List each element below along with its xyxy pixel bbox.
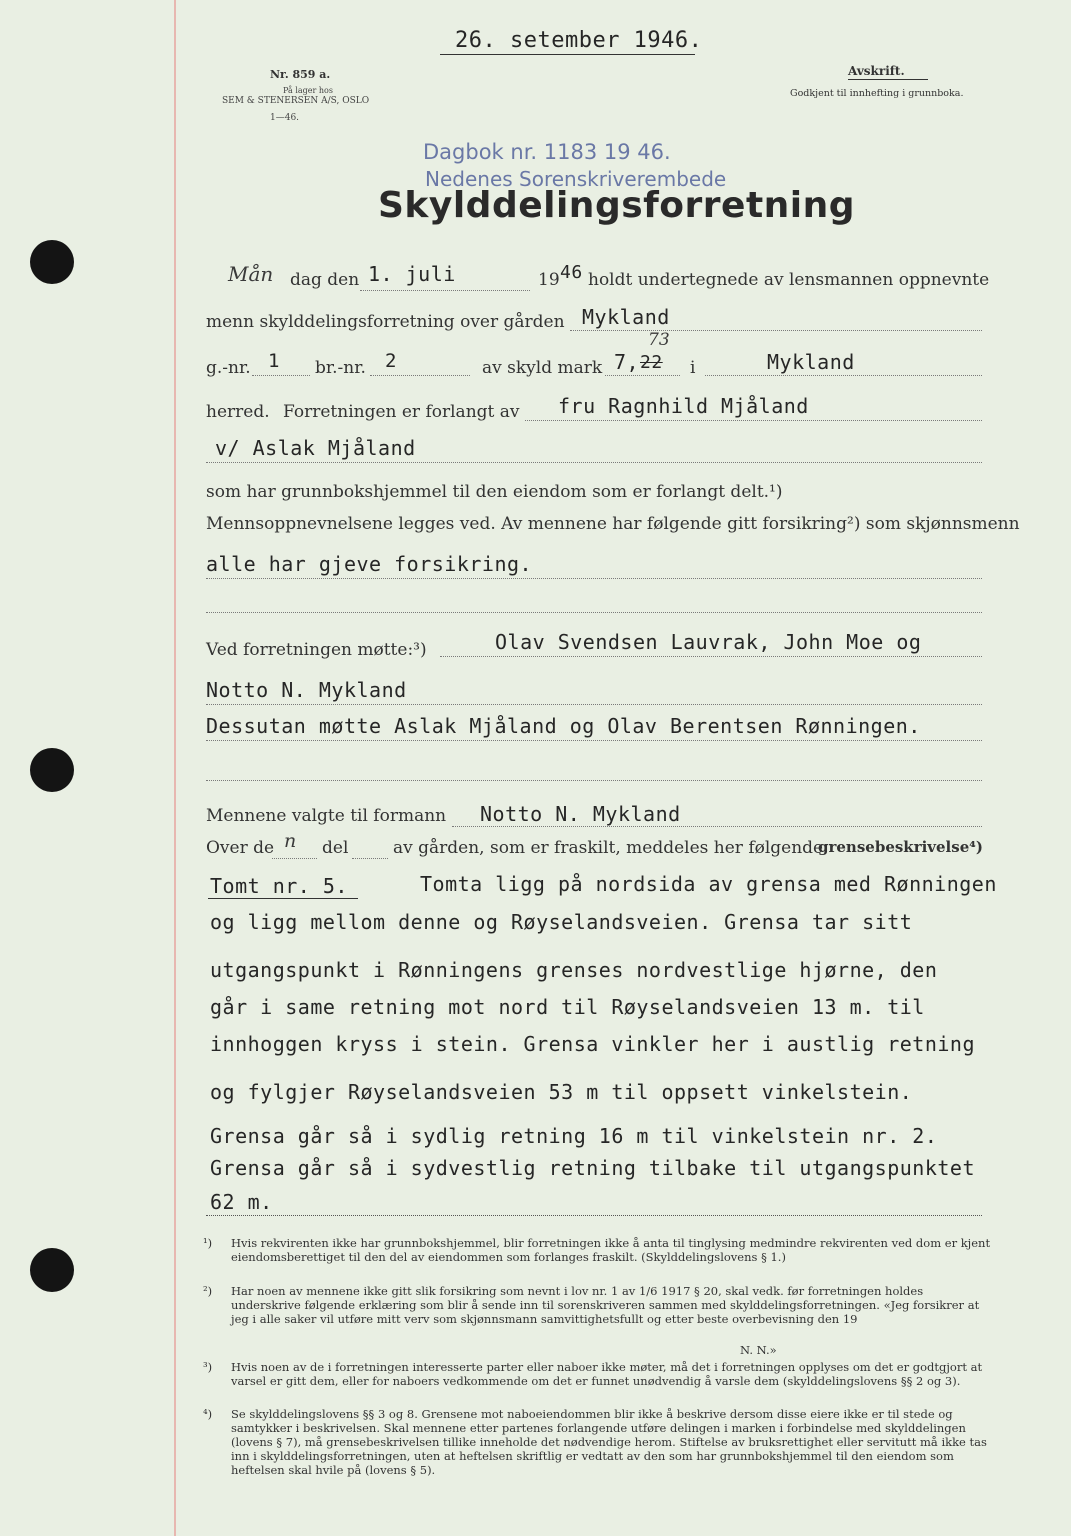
requester-agent: v/ Aslak Mjåland [215, 436, 416, 460]
chairman-name: Notto N. Mykland [480, 802, 681, 826]
footnote-3 [203, 1360, 993, 1388]
farm-name: Mykland [582, 305, 670, 329]
attendees-1: Olav Svendsen Lauvrak, John Moe og [495, 630, 922, 654]
gnr-line [252, 375, 310, 376]
footnote-number: ¹) [203, 1236, 213, 1250]
share-handwritten: n [284, 830, 297, 852]
also-present: Dessutan møtte Aslak Mjåland og Olav Berentsen Rønningen. [206, 714, 921, 738]
del-label: del [322, 838, 349, 858]
skyld-label: av skyld mark [482, 358, 603, 378]
footnote-text: Har noen av mennene ikke gitt slik forsikring som nevnt i lov nr. 1 av 1/6 1917 § 20, skal vedk. før forretningen holdes underskrive følgende erklæring som blir å sende inn til sorenskriveren sammen med skylddelingsforretningen. «Jeg forsikrer at jeg i alle saker vil utføre mitt verv som skjønnsmann samvittighetsfullt og etter beste overbevisning den 19 [231, 1284, 980, 1326]
line2-label: menn skylddelingsforretning over gården [206, 312, 565, 332]
description-line: 62 m. [210, 1190, 273, 1214]
gnr-label: g.-nr. [206, 358, 251, 378]
meeting-date: 1. juli [368, 262, 456, 286]
description-end-line [206, 1215, 982, 1216]
herred-value: Mykland [767, 350, 855, 374]
description-line: innhoggen kryss i stein. Grensa vinkler her i austlig retning [210, 1032, 976, 1056]
requested-by-label: Forretningen er forlangt av [283, 402, 520, 422]
bnr-label: br.-nr. [315, 358, 366, 378]
blank-line-2 [206, 780, 982, 781]
footnote-text: Se skylddelingslovens §§ 3 og 8. Grensene mot naboeiendommen blir ikke å beskrive dersom disse eiere ikke er til stede og samtykker i beskrivelsen. Skal mennene etter partenes forlangende utføre delingen i marken i forbindelse med skylddelingen (lovens § 7), må grensebeskrivelsen tillike inneholde det nødvendige herom. Stiftelse av bruksrettighet eller servitutt må ikke tas inn i skylddelingsforretningen, uten at heftelsen skriftlig er vedtatt av den som har grunnbokshjemmel til den eiendom som heftelsen skal hvile på (lovens § 5). [231, 1407, 987, 1477]
punch-hole [30, 748, 74, 792]
date-line [360, 290, 530, 291]
hjemmel-text: som har grunnbokshjemmel til den eiendom som er forlangt delt.¹) [206, 482, 783, 502]
punch-hole [30, 1248, 74, 1292]
herred-label: herred. [206, 402, 270, 422]
farm-line [570, 330, 982, 331]
footnote-text: Hvis rekvirenten ikke har grunnbokshjemmel, blir forretningen ikke å anta til tinglysing medmindre rekvirenten ved dom er kjent eiendomsberettiget til den del av eiendommen som forlanges fraskilt. (Skylddelingslovens § 1.) [231, 1236, 991, 1264]
avskrift-label: Avskrift. [848, 64, 905, 78]
skyld-value: 7, [614, 350, 640, 374]
footnote-1 [203, 1236, 993, 1264]
attendees-label: Ved forretningen møtte:³) [206, 640, 427, 660]
office-stamp: Nedenes Sorenskriverembede [425, 167, 727, 191]
chairman-line [452, 826, 982, 827]
attendees-line [440, 656, 982, 657]
grensebeskrivelse-label: grensebeskrivelse⁴) [818, 838, 983, 856]
description-line: Grensa går så i sydvestlig retning tilbake til utgangspunktet [210, 1156, 976, 1180]
weekday-handwritten: Mån [228, 262, 274, 286]
footnote-4 [203, 1407, 993, 1477]
skyld-line [605, 375, 680, 376]
document-date: 26. setember 1946. [455, 28, 703, 53]
attendees-line-2 [206, 704, 982, 705]
punch-hole [30, 240, 74, 284]
description-line: Tomta ligg på nordsida av grensa med Rønningen [420, 872, 997, 896]
publisher-line1: På lager hos [283, 86, 333, 95]
footnote-number: ²) [203, 1284, 213, 1298]
chairman-label: Mennene valgte til formann [206, 806, 447, 826]
forsikring-answer: alle har gjeve forsikring. [206, 552, 533, 576]
forsikring-line [206, 578, 982, 579]
plot-heading: Tomt nr. 5. [210, 874, 348, 898]
bnr-value: 2 [385, 350, 397, 372]
herred-line [705, 375, 982, 376]
footnote-2-signature [740, 1343, 840, 1357]
avskrift-note: Godkjent til innhefting i grunnboka. [790, 88, 964, 99]
skyld-struck: 22 [640, 352, 663, 373]
description-line: går i same retning mot nord til Røyselandsveien 13 m. til [210, 995, 925, 1019]
share-line [272, 858, 317, 859]
attendees-2: Notto N. Mykland [206, 678, 407, 702]
agent-line [206, 462, 982, 463]
meeting-year: 46 [560, 262, 583, 283]
description-line: Grensa går så i sydlig retning 16 m til vinkelstein nr. 2. [210, 1124, 938, 1148]
description-line: og fylgjer Røyselandsveien 53 m til oppsett vinkelstein. [210, 1080, 913, 1104]
footnote-text: N. N.» [740, 1343, 777, 1357]
description-line: og ligg mellom denne og Røyselandsveien. Grensa tar sitt [210, 910, 913, 934]
also-present-line [206, 740, 982, 741]
gnr-value: 1 [268, 350, 280, 372]
footnote-2 [203, 1284, 993, 1326]
requester-line [525, 420, 982, 421]
footnote-number: ⁴) [203, 1407, 213, 1421]
publisher-line3: 1—46. [270, 113, 300, 123]
footnote-text: Hvis noen av de i forretningen interesserte parter eller naboer ikke møter, må det i forretningen opplyses om det er godtgjort at varsel er gitt dem, eller for naboers vedkommende om det er funnet unødvendig å varsle dem (skylddelingslovens §§ 2 og 3). [231, 1360, 983, 1388]
blank-line [206, 612, 982, 613]
skyld-correction: 73 [648, 330, 670, 350]
line1-label-b: 19 [538, 270, 560, 290]
plot-heading-underline [208, 898, 358, 899]
description-line: utgangspunkt i Rønningens grenses nordvestlige hjørne, den [210, 958, 938, 982]
avskrift-underline [848, 79, 928, 80]
i-label: i [690, 358, 696, 378]
date-underline [440, 54, 695, 55]
bnr-line [370, 375, 470, 376]
form-number: Nr. 859 a. [270, 68, 331, 81]
del-line [352, 858, 388, 859]
requester-name: fru Ragnhild Mjåland [558, 394, 809, 418]
footnote-number: ³) [203, 1360, 213, 1374]
dagbok-stamp: Dagbok nr. 1183 19 46. [423, 140, 671, 164]
margin-line [174, 0, 176, 1536]
publisher-line2: SEM & STENERSEN A/S, OSLO [222, 96, 370, 106]
fraskilt-label: av gården, som er fraskilt, meddeles her følgende [393, 838, 824, 858]
line1-label-a: dag den [290, 270, 360, 290]
over-de-label: Over de [206, 838, 275, 858]
line1-label-c: holdt undertegnede av lensmannen oppnevnte [588, 270, 990, 290]
forsikring-text: Mennsoppnevnelsene legges ved. Av mennene har følgende gitt forsikring²) som skjønnsmenn [206, 514, 1020, 534]
document-title: Skylddelingsforretning [378, 185, 856, 226]
